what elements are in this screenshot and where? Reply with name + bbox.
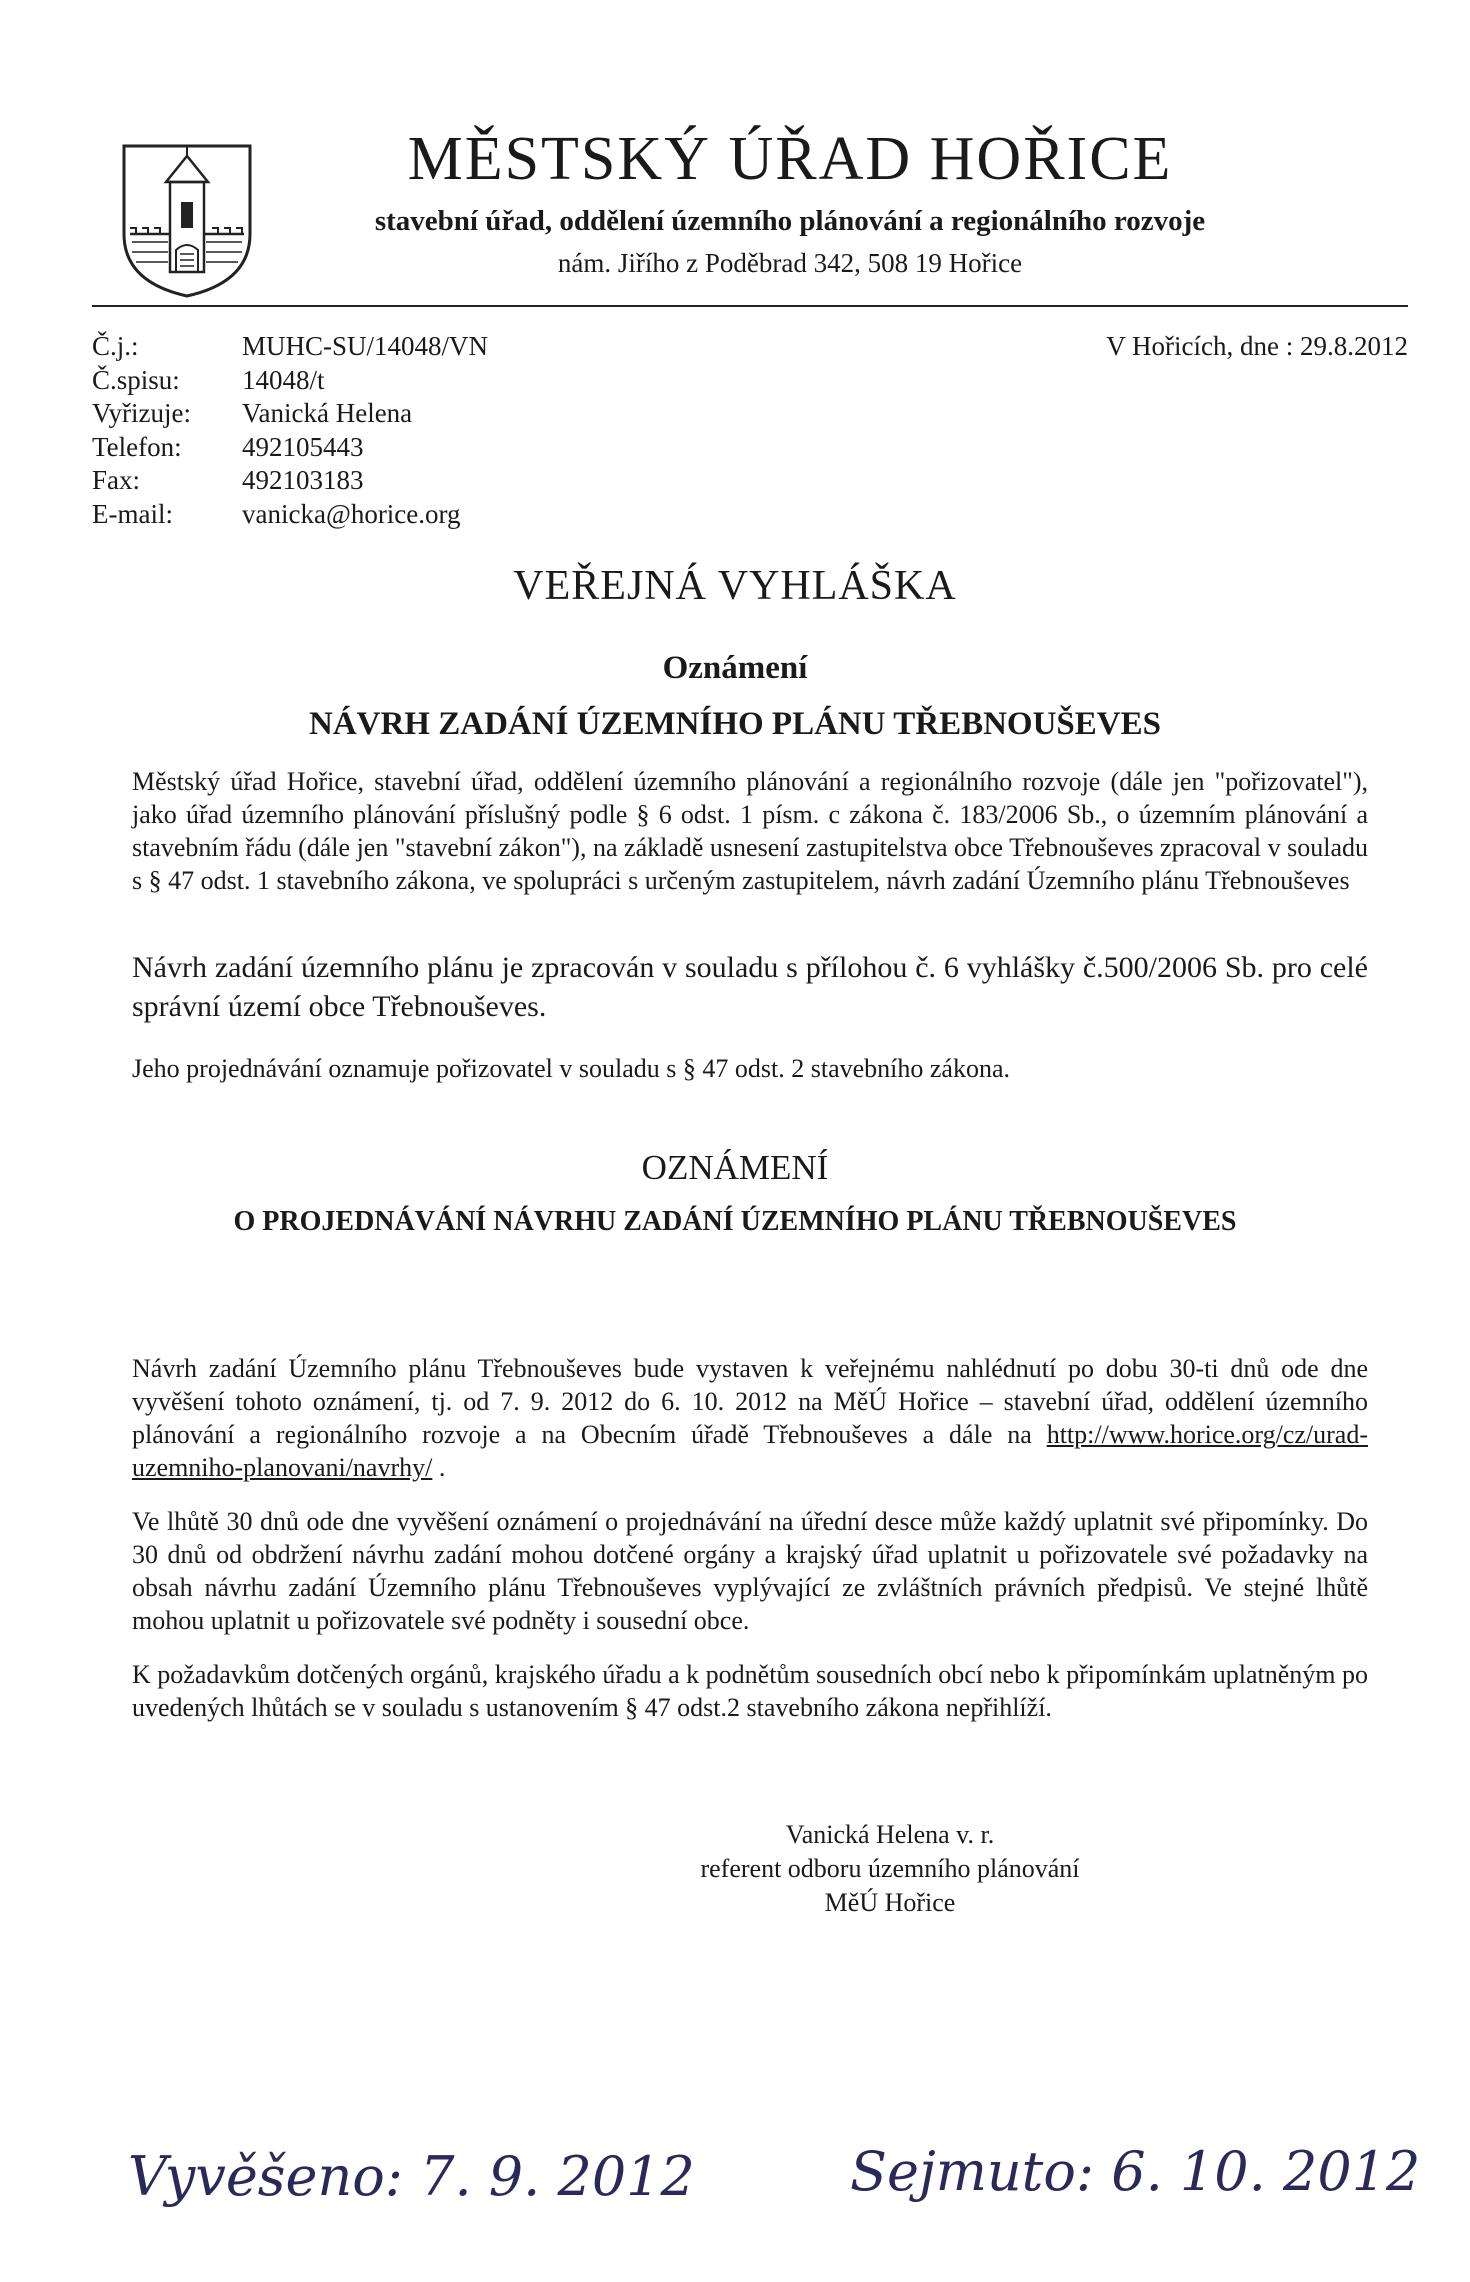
page-title: VEŘEJNÁ VYHLÁŠKA [513,563,957,609]
paragraph-announcement: Jeho projednávání oznamuje pořizovatel v souladu s § 47 odst. 2 stavebního zákona. [132,1054,1011,1083]
meta-value: Vanická Helena [242,398,413,428]
office-address: nám. Jiřího z Poděbrad 342, 508 19 Hořice [557,248,1023,278]
paragraph-intro: Městský úřad Hořice, stavební úřad, oddělení územního plánování a regionálního rozvoje (dále jen "pořizovatel"), jako úřad územního plánování příslušný podle § 6 odst. 1 písm. c zákona č. 183/2006 Sb., o územním plánování a stavebním řádu (dále jen "stavební zákon"), na základě usnesení zastupitelstva obce Třebnouševes zpracoval v souladu s § 47 odst. 1 stavebního zákona, ve spolupráci s určeným zastupitelem, návrh zadání Územního plánu Třebnouševes [132,767,1368,895]
signature-block [600,1818,1180,1920]
section-heading: OZNÁMENÍ [641,1148,829,1187]
meta-value: 492105443 [242,431,364,462]
paragraph-exhibition [132,1352,1368,1484]
signatory-name: Vanická Helena v. r. [785,1820,995,1849]
meta-row [92,431,488,465]
town-crest-icon [120,142,254,300]
meta-value: 492103183 [242,465,364,495]
header-divider [92,305,1408,307]
planning-url-link[interactable]: http://www.horice.org/cz/urad-uzemniho-planovani/navrhy/ [132,1420,1368,1482]
meta-label: Č.spisu: [92,364,180,395]
paragraph-exhibition-text: Návrh zadání Územního plánu Třebnouševes bude vystaven k veřejnému nahlédnutí po dobu 30-ti dnů ode dne vyvěšení tohoto oznámení, tj. od 7. 9. 2012 do 6. 10. 2012 na MěÚ Hořice – stavební úřad, oddělení územního plánování a regionálního rozvoje a na Obecním úřadě Třebnouševes a dále na [132,1354,1368,1449]
meta-row [92,498,488,532]
announcement-label: Oznámení [662,650,808,686]
meta-row [92,397,488,431]
office-department: stavební úřad, oddělení územního plánování a regionálního rozvoje [374,205,1206,237]
meta-label: E-mail: [92,498,173,529]
paragraph-late-submissions: K požadavkům dotčených orgánů, krajského úřadu a k podnětům sousedních obcí nebo k připomínkám uplatněným po uvedených lhůtách se v souladu s ustanovením § 47 odst.2 stavebního zákona nepřihlíží. [132,1660,1368,1722]
reference-metadata [92,330,488,531]
office-name: MĚSTSKÝ ÚŘAD HOŘICE [407,125,1173,193]
document-subject: NÁVRH ZADÁNÍ ÚZEMNÍHO PLÁNU TŘEBNOUŠEVES [308,706,1161,742]
paragraph-compliance: Návrh zadání územního plánu je zpracován v souladu s přílohou č. 6 vyhlášky č.500/2006 Sb. pro celé správní území obce Třebnouševes. [132,951,1368,1023]
document-date: V Hořicích, dne : 29.8.2012 [1106,331,1408,361]
paragraph-exhibition-end: . [432,1453,446,1482]
meta-row [92,464,488,498]
meta-label: Telefon: [92,431,182,462]
meta-value: MUHC-SU/14048/VN [242,331,489,361]
meta-label: Vyřizuje: [92,398,191,428]
meta-row [92,330,488,364]
section-subheading: O PROJEDNÁVÁNÍ NÁVRHU ZADÁNÍ ÚZEMNÍHO PLÁNU TŘEBNOUŠEVES [233,1206,1237,1237]
handwritten-removed-note: Sejmuto: 6. 10. 2012 [850,2140,1421,2203]
meta-row [92,364,488,398]
meta-label: Fax: [92,465,141,495]
signatory-office: MěÚ Hořice [824,1888,956,1917]
meta-value: vanicka@horice.org [242,498,461,529]
paragraph-comments: Ve lhůtě 30 dnů ode dne vyvěšení oznámení o projednávání na úřední desce může každý uplatnit své připomínky. Do 30 dnů od obdržení návrhu zadání mohou dotčené orgány a krajský úřad uplatnit u pořizovatele své požadavky na obsah návrhu zadání Územního plánu Třebnouševes vyplývající ze zvláštních právních předpisů. Ve stejné lhůtě mohou uplatnit u pořizovatele své podněty i sousední obce. [132,1507,1368,1635]
meta-value: 14048/t [242,364,325,395]
meta-label: Č.j.: [92,331,139,361]
handwritten-posted-note: Vyvěšeno: 7. 9. 2012 [128,2145,695,2208]
signatory-role: referent odboru územního plánování [700,1854,1080,1883]
